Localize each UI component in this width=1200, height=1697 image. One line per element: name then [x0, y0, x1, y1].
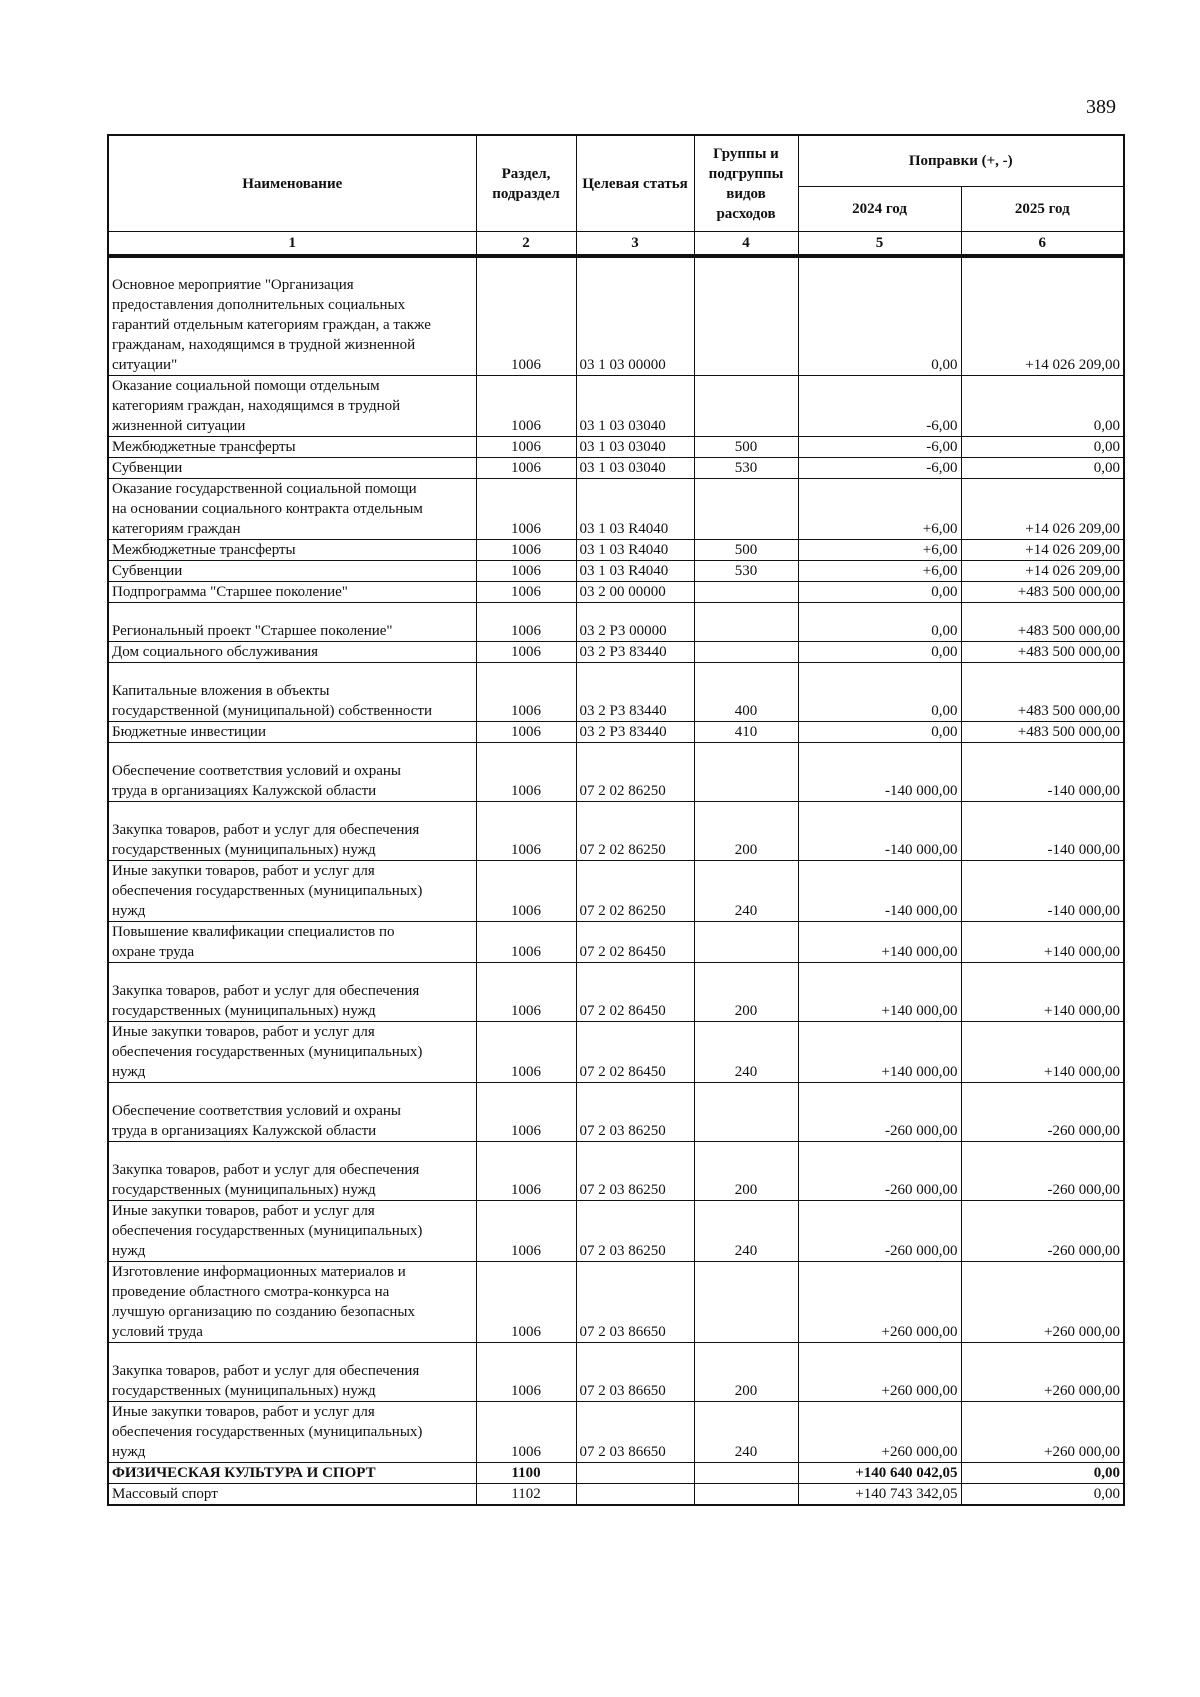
row-name: Подпрограмма "Старшее поколение" — [108, 581, 476, 602]
table-row — [108, 721, 1124, 742]
row-section: 1006 — [476, 1401, 576, 1462]
row-target: 03 2 P3 00000 — [576, 602, 694, 641]
table-row — [108, 962, 1124, 1021]
row-group — [694, 921, 798, 962]
row-target: 03 1 03 R4040 — [576, 478, 694, 539]
row-amount-2025: +14 026 209,00 — [961, 478, 1124, 539]
row-group — [694, 581, 798, 602]
row-amount-2025: -260 000,00 — [961, 1082, 1124, 1141]
header-target: Целевая статья — [576, 135, 694, 232]
row-amount-2025: -140 000,00 — [961, 801, 1124, 860]
row-section: 1006 — [476, 1342, 576, 1401]
row-group — [694, 1483, 798, 1505]
row-section: 1006 — [476, 375, 576, 436]
row-group: 530 — [694, 560, 798, 581]
row-group: 500 — [694, 436, 798, 457]
row-section: 1006 — [476, 860, 576, 921]
row-amount-2025: -140 000,00 — [961, 742, 1124, 801]
row-target: 07 2 02 86250 — [576, 742, 694, 801]
row-amount-2024: +140 000,00 — [798, 921, 961, 962]
row-target: 07 2 02 86450 — [576, 962, 694, 1021]
table-row — [108, 662, 1124, 721]
row-section: 1006 — [476, 457, 576, 478]
row-amount-2025: 0,00 — [961, 1462, 1124, 1483]
row-group — [694, 1462, 798, 1483]
header-name: Наименование — [108, 135, 476, 232]
row-target: 03 1 03 03040 — [576, 375, 694, 436]
row-target: 03 1 03 03040 — [576, 457, 694, 478]
row-amount-2025: 0,00 — [961, 375, 1124, 436]
row-name: Закупка товаров, работ и услуг для обеспечения государственных (муниципальных) нужд — [108, 801, 476, 860]
row-target: 03 1 03 00000 — [576, 256, 694, 375]
row-amount-2024: -6,00 — [798, 457, 961, 478]
row-section: 1006 — [476, 641, 576, 662]
row-target: 07 2 02 86250 — [576, 860, 694, 921]
row-name: Закупка товаров, работ и услуг для обеспечения государственных (муниципальных) нужд — [108, 1141, 476, 1200]
header-amendments: Поправки (+, -) — [798, 135, 1124, 187]
table-row — [108, 1483, 1124, 1505]
table-row — [108, 1462, 1124, 1483]
row-target: 07 2 03 86250 — [576, 1082, 694, 1141]
row-amount-2024: +260 000,00 — [798, 1342, 961, 1401]
row-amount-2025: +483 500 000,00 — [961, 581, 1124, 602]
header-section: Раздел, подраздел — [476, 135, 576, 232]
row-name: Повышение квалификации специалистов по охране труда — [108, 921, 476, 962]
row-section: 1006 — [476, 581, 576, 602]
row-name: Региональный проект "Старшее поколение" — [108, 602, 476, 641]
row-target: 07 2 03 86250 — [576, 1141, 694, 1200]
header-groups: Группы и подгруппы видов расходов — [694, 135, 798, 232]
row-group: 200 — [694, 1342, 798, 1401]
row-target: 07 2 03 86650 — [576, 1342, 694, 1401]
row-group — [694, 478, 798, 539]
header-year-2024: 2024 год — [798, 187, 961, 232]
row-amount-2025: +260 000,00 — [961, 1342, 1124, 1401]
table-row — [108, 1342, 1124, 1401]
table-row — [108, 478, 1124, 539]
row-amount-2024: +6,00 — [798, 478, 961, 539]
row-target: 07 2 03 86650 — [576, 1401, 694, 1462]
row-section: 1006 — [476, 921, 576, 962]
header-col-number: 4 — [694, 232, 798, 257]
row-name: Оказание социальной помощи отдельным категориям граждан, находящимся в трудной жизненной ситуации — [108, 375, 476, 436]
row-amount-2025: +14 026 209,00 — [961, 256, 1124, 375]
row-section: 1006 — [476, 602, 576, 641]
row-target: 03 2 P3 83440 — [576, 662, 694, 721]
row-amount-2024: 0,00 — [798, 256, 961, 375]
row-name: Обеспечение соответствия условий и охраны труда в организациях Калужской области — [108, 1082, 476, 1141]
header-col-number: 6 — [961, 232, 1124, 257]
table-row — [108, 375, 1124, 436]
row-amount-2024: -6,00 — [798, 436, 961, 457]
row-amount-2024: -260 000,00 — [798, 1082, 961, 1141]
row-amount-2025: +260 000,00 — [961, 1261, 1124, 1342]
table-row — [108, 742, 1124, 801]
row-amount-2025: +140 000,00 — [961, 962, 1124, 1021]
table-row — [108, 1141, 1124, 1200]
row-amount-2024: +140 640 042,05 — [798, 1462, 961, 1483]
table-row — [108, 801, 1124, 860]
row-name: Межбюджетные трансферты — [108, 539, 476, 560]
row-section: 1006 — [476, 742, 576, 801]
table-row — [108, 436, 1124, 457]
row-amount-2025: +483 500 000,00 — [961, 662, 1124, 721]
row-target: 03 1 03 R4040 — [576, 539, 694, 560]
row-target: 07 2 02 86450 — [576, 921, 694, 962]
row-section: 1006 — [476, 962, 576, 1021]
header-col-number: 2 — [476, 232, 576, 257]
row-amount-2025: +260 000,00 — [961, 1401, 1124, 1462]
row-section: 1006 — [476, 721, 576, 742]
header-col-number: 1 — [108, 232, 476, 257]
row-amount-2024: 0,00 — [798, 721, 961, 742]
row-section: 1006 — [476, 539, 576, 560]
row-target: 07 2 03 86250 — [576, 1200, 694, 1261]
row-section: 1006 — [476, 1082, 576, 1141]
table-row — [108, 457, 1124, 478]
row-target: 07 2 03 86650 — [576, 1261, 694, 1342]
row-amount-2025: +140 000,00 — [961, 921, 1124, 962]
table-header — [108, 135, 1124, 256]
row-group — [694, 1261, 798, 1342]
row-amount-2024: +140 743 342,05 — [798, 1483, 961, 1505]
row-target: 03 2 P3 83440 — [576, 641, 694, 662]
row-section: 1006 — [476, 1200, 576, 1261]
row-section: 1006 — [476, 1141, 576, 1200]
row-amount-2024: +6,00 — [798, 560, 961, 581]
row-amount-2024: +140 000,00 — [798, 962, 961, 1021]
table-row — [108, 1082, 1124, 1141]
row-group — [694, 1082, 798, 1141]
row-section: 1102 — [476, 1483, 576, 1505]
row-section: 1006 — [476, 256, 576, 375]
row-group: 200 — [694, 1141, 798, 1200]
row-section: 1006 — [476, 560, 576, 581]
row-group: 240 — [694, 1401, 798, 1462]
row-name: Капитальные вложения в объекты государственной (муниципальной) собственности — [108, 662, 476, 721]
page-number: 389 — [1086, 96, 1116, 118]
row-amount-2024: +260 000,00 — [798, 1401, 961, 1462]
row-group: 530 — [694, 457, 798, 478]
budget-table — [107, 134, 1125, 1506]
row-target — [576, 1462, 694, 1483]
row-group — [694, 742, 798, 801]
row-section: 1100 — [476, 1462, 576, 1483]
row-group — [694, 256, 798, 375]
row-amount-2024: 0,00 — [798, 602, 961, 641]
row-group — [694, 602, 798, 641]
row-name: Основное мероприятие "Организация предоставления дополнительных социальных гарантий отдельным категориям граждан, а также гражданам, находящимся в трудной жизненной ситуации" — [108, 256, 476, 375]
row-target: 03 1 03 03040 — [576, 436, 694, 457]
row-amount-2024: -260 000,00 — [798, 1141, 961, 1200]
row-amount-2024: +260 000,00 — [798, 1261, 961, 1342]
table-row — [108, 1200, 1124, 1261]
row-group — [694, 375, 798, 436]
row-amount-2024: -6,00 — [798, 375, 961, 436]
row-amount-2024: 0,00 — [798, 662, 961, 721]
table-row — [108, 921, 1124, 962]
row-target: 07 2 02 86250 — [576, 801, 694, 860]
row-amount-2025: -260 000,00 — [961, 1200, 1124, 1261]
row-amount-2024: -260 000,00 — [798, 1200, 961, 1261]
row-amount-2024: -140 000,00 — [798, 742, 961, 801]
row-amount-2024: -140 000,00 — [798, 860, 961, 921]
row-name: Иные закупки товаров, работ и услуг для обеспечения государственных (муниципальных) нужд — [108, 1021, 476, 1082]
row-name: Межбюджетные трансферты — [108, 436, 476, 457]
row-amount-2025: +483 500 000,00 — [961, 641, 1124, 662]
row-name: Закупка товаров, работ и услуг для обеспечения государственных (муниципальных) нужд — [108, 1342, 476, 1401]
row-target: 03 2 00 00000 — [576, 581, 694, 602]
row-name: Бюджетные инвестиции — [108, 721, 476, 742]
row-amount-2025: 0,00 — [961, 1483, 1124, 1505]
row-name: Иные закупки товаров, работ и услуг для обеспечения государственных (муниципальных) нужд — [108, 860, 476, 921]
row-group: 200 — [694, 801, 798, 860]
row-name: Оказание государственной социальной помощи на основании социального контракта отдельным категориям граждан — [108, 478, 476, 539]
table-row — [108, 1021, 1124, 1082]
table-row — [108, 560, 1124, 581]
row-name: Субвенции — [108, 560, 476, 581]
header-col-number: 3 — [576, 232, 694, 257]
row-amount-2024: +140 000,00 — [798, 1021, 961, 1082]
row-section: 1006 — [476, 801, 576, 860]
row-section: 1006 — [476, 1261, 576, 1342]
table-row — [108, 1401, 1124, 1462]
row-group: 400 — [694, 662, 798, 721]
table-row — [108, 581, 1124, 602]
row-name: Субвенции — [108, 457, 476, 478]
row-section: 1006 — [476, 478, 576, 539]
row-group: 500 — [694, 539, 798, 560]
row-amount-2025: +140 000,00 — [961, 1021, 1124, 1082]
row-amount-2025: 0,00 — [961, 436, 1124, 457]
row-amount-2024: 0,00 — [798, 641, 961, 662]
row-amount-2024: +6,00 — [798, 539, 961, 560]
row-group: 240 — [694, 1021, 798, 1082]
row-amount-2025: +483 500 000,00 — [961, 721, 1124, 742]
row-group: 200 — [694, 962, 798, 1021]
table-row — [108, 641, 1124, 662]
row-amount-2025: 0,00 — [961, 457, 1124, 478]
row-name: Изготовление информационных материалов и проведение областного смотра-конкурса на лучшую организацию по созданию безопасных условий труда — [108, 1261, 476, 1342]
row-group: 240 — [694, 860, 798, 921]
row-name: Иные закупки товаров, работ и услуг для обеспечения государственных (муниципальных) нужд — [108, 1200, 476, 1261]
row-name: Иные закупки товаров, работ и услуг для обеспечения государственных (муниципальных) нужд — [108, 1401, 476, 1462]
table-row — [108, 860, 1124, 921]
row-name: Обеспечение соответствия условий и охраны труда в организациях Калужской области — [108, 742, 476, 801]
row-section: 1006 — [476, 1021, 576, 1082]
row-section: 1006 — [476, 662, 576, 721]
row-target — [576, 1483, 694, 1505]
row-target: 03 2 P3 83440 — [576, 721, 694, 742]
header-year-2025: 2025 год — [961, 187, 1124, 232]
row-name: Закупка товаров, работ и услуг для обеспечения государственных (муниципальных) нужд — [108, 962, 476, 1021]
row-amount-2025: -260 000,00 — [961, 1141, 1124, 1200]
row-amount-2025: +483 500 000,00 — [961, 602, 1124, 641]
table-row — [108, 1261, 1124, 1342]
row-name: Массовый спорт — [108, 1483, 476, 1505]
row-name: Дом социального обслуживания — [108, 641, 476, 662]
row-section: 1006 — [476, 436, 576, 457]
table-body — [108, 256, 1124, 1505]
table-row — [108, 602, 1124, 641]
row-target: 07 2 02 86450 — [576, 1021, 694, 1082]
table-row — [108, 539, 1124, 560]
row-amount-2025: +14 026 209,00 — [961, 539, 1124, 560]
row-group: 240 — [694, 1200, 798, 1261]
row-amount-2024: -140 000,00 — [798, 801, 961, 860]
row-group: 410 — [694, 721, 798, 742]
row-amount-2025: +14 026 209,00 — [961, 560, 1124, 581]
row-group — [694, 641, 798, 662]
row-amount-2025: -140 000,00 — [961, 860, 1124, 921]
header-col-number: 5 — [798, 232, 961, 257]
row-name: ФИЗИЧЕСКАЯ КУЛЬТУРА И СПОРТ — [108, 1462, 476, 1483]
table-row — [108, 256, 1124, 375]
row-amount-2024: 0,00 — [798, 581, 961, 602]
row-target: 03 1 03 R4040 — [576, 560, 694, 581]
